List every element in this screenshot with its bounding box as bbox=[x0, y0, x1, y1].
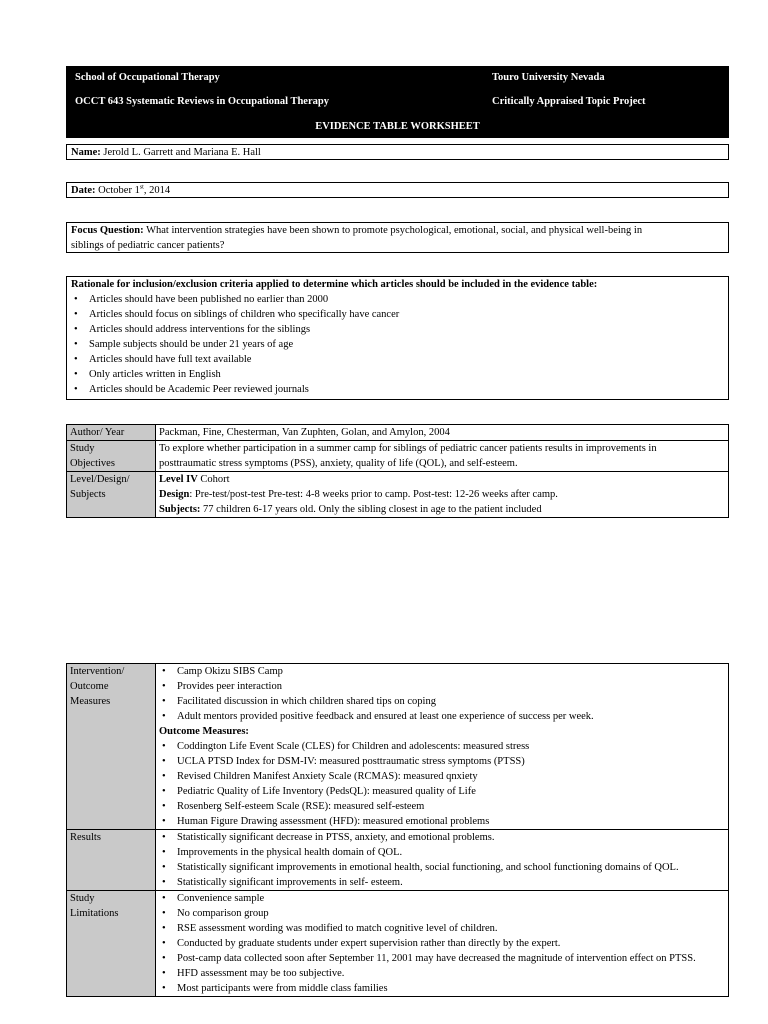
focus-label: Focus Question: bbox=[71, 225, 144, 236]
study-objectives-label: Study Objectives bbox=[67, 441, 156, 472]
outcome-measures-heading: Outcome Measures: bbox=[159, 726, 249, 737]
table-row bbox=[67, 425, 729, 441]
list-item: • Articles should have full text available bbox=[71, 352, 724, 367]
table-row bbox=[67, 441, 729, 472]
list-item: • Adult mentors provided positive feedback and ensured at least one experience of success per week. bbox=[159, 709, 725, 724]
focus-text-line2: siblings of pediatric cancer patients? bbox=[71, 240, 225, 251]
table-row bbox=[67, 891, 729, 997]
list-item: • Post-camp data collected soon after September 11, 2001 may have decreased the magnitude of intervention effect on PTSS. bbox=[159, 951, 725, 966]
table-row bbox=[67, 830, 729, 891]
list-item: • Articles should be Academic Peer reviewed journals bbox=[71, 382, 724, 397]
name-row bbox=[66, 144, 729, 160]
list-item: • Statistically significant improvements in emotional health, social functioning, and school functioning domains of QOL. bbox=[159, 860, 725, 875]
list-item: • Sample subjects should be under 21 years of age bbox=[71, 337, 724, 352]
course-title: OCCT 643 Systematic Reviews in Occupational Therapy bbox=[75, 96, 329, 107]
worksheet-title: EVIDENCE TABLE WORKSHEET bbox=[315, 121, 480, 132]
evidence-table-study-info bbox=[66, 424, 729, 518]
results-list bbox=[159, 830, 725, 890]
list-item: • UCLA PTSD Index for DSM-IV: measured posttraumatic stress symptoms (PTSS) bbox=[159, 754, 725, 769]
list-item: • Most participants were from middle class families bbox=[159, 981, 725, 996]
author-year-value: Packman, Fine, Chesterman, Van Zuphten, Golan, and Amylon, 2004 bbox=[156, 425, 729, 441]
study-objectives-value: To explore whether participation in a summer camp for siblings of pediatric cancer patients results in improvements in posttraumatic stress symptoms (PSS), anxiety, quality of life (QOL), and self-esteem. bbox=[156, 441, 729, 472]
list-item: • RSE assessment wording was modified to match cognitive level of children. bbox=[159, 921, 725, 936]
list-item: • Coddington Life Event Scale (CLES) for Children and adolescents: measured stress bbox=[159, 739, 725, 754]
rationale-list bbox=[71, 292, 724, 397]
list-item: • Only articles written in English bbox=[71, 367, 724, 382]
list-item: • Statistically significant decrease in PTSS, anxiety, and emotional problems. bbox=[159, 830, 725, 845]
rationale-heading: Rationale for inclusion/exclusion criteria applied to determine which articles should be included in the evidence table: bbox=[71, 279, 598, 290]
list-item: • No comparison group bbox=[159, 906, 725, 921]
date-label: Date: bbox=[71, 185, 96, 196]
date-row bbox=[66, 182, 729, 198]
table-row bbox=[67, 472, 729, 518]
name-label: Name: bbox=[71, 147, 101, 158]
intervention-outcome-label: Intervention/ Outcome Measures bbox=[67, 664, 156, 830]
school-name: School of Occupational Therapy bbox=[75, 72, 220, 83]
list-item: • Improvements in the physical health domain of QOL. bbox=[159, 845, 725, 860]
list-item: • Conducted by graduate students under expert supervision rather than directly by the expert. bbox=[159, 936, 725, 951]
intervention-list bbox=[159, 664, 725, 724]
table-row bbox=[67, 664, 729, 830]
list-item: • Rosenberg Self-esteem Scale (RSE): measured self-esteem bbox=[159, 799, 725, 814]
list-item: • Statistically significant improvements in self- esteem. bbox=[159, 875, 725, 890]
results-value bbox=[156, 830, 729, 891]
list-item: • Articles should have been published no earlier than 2000 bbox=[71, 292, 724, 307]
list-item: • Provides peer interaction bbox=[159, 679, 725, 694]
limitations-list bbox=[159, 891, 725, 996]
list-item: • Human Figure Drawing assessment (HFD): measured emotional problems bbox=[159, 814, 725, 829]
worksheet-header bbox=[66, 66, 729, 138]
rationale-box bbox=[66, 276, 729, 400]
evidence-table-intervention-results bbox=[66, 663, 729, 997]
date-value: October 1st, 2014 bbox=[98, 184, 171, 196]
author-year-label: Author/ Year bbox=[67, 425, 156, 441]
list-item: • Articles should address interventions for the siblings bbox=[71, 322, 724, 337]
study-limitations-value bbox=[156, 891, 729, 997]
list-item: • Pediatric Quality of Life Inventory (PedsQL): measured quality of Life bbox=[159, 784, 725, 799]
results-label: Results bbox=[67, 830, 156, 891]
list-item: • Convenience sample bbox=[159, 891, 725, 906]
focus-question bbox=[66, 222, 729, 253]
level-design-subjects-value: Level IV Cohort Design: Pre-test/post-test Pre-test: 4-8 weeks prior to camp. Post-test: 12-26 weeks after camp. Subjects: 77 children 6-17 years old. Only the sibling closest in age to the patient included bbox=[156, 472, 729, 518]
name-value: Jerold L. Garrett and Mariana E. Hall bbox=[103, 147, 261, 158]
project-title: Critically Appraised Topic Project bbox=[492, 96, 646, 107]
study-limitations-label: Study Limitations bbox=[67, 891, 156, 997]
intervention-outcome-value bbox=[156, 664, 729, 830]
university-name: Touro University Nevada bbox=[492, 72, 605, 83]
focus-text-line1: What intervention strategies have been shown to promote psychological, emotional, social, and physical well-being in bbox=[146, 225, 643, 236]
list-item: • HFD assessment may be too subjective. bbox=[159, 966, 725, 981]
list-item: • Articles should focus on siblings of children who specifically have cancer bbox=[71, 307, 724, 322]
list-item: • Facilitated discussion in which children shared tips on coping bbox=[159, 694, 725, 709]
list-item: • Revised Children Manifest Anxiety Scale (RCMAS): measured qnxiety bbox=[159, 769, 725, 784]
outcome-measures-list bbox=[159, 739, 725, 829]
list-item: • Camp Okizu SIBS Camp bbox=[159, 664, 725, 679]
level-design-subjects-label: Level/Design/ Subjects bbox=[67, 472, 156, 518]
